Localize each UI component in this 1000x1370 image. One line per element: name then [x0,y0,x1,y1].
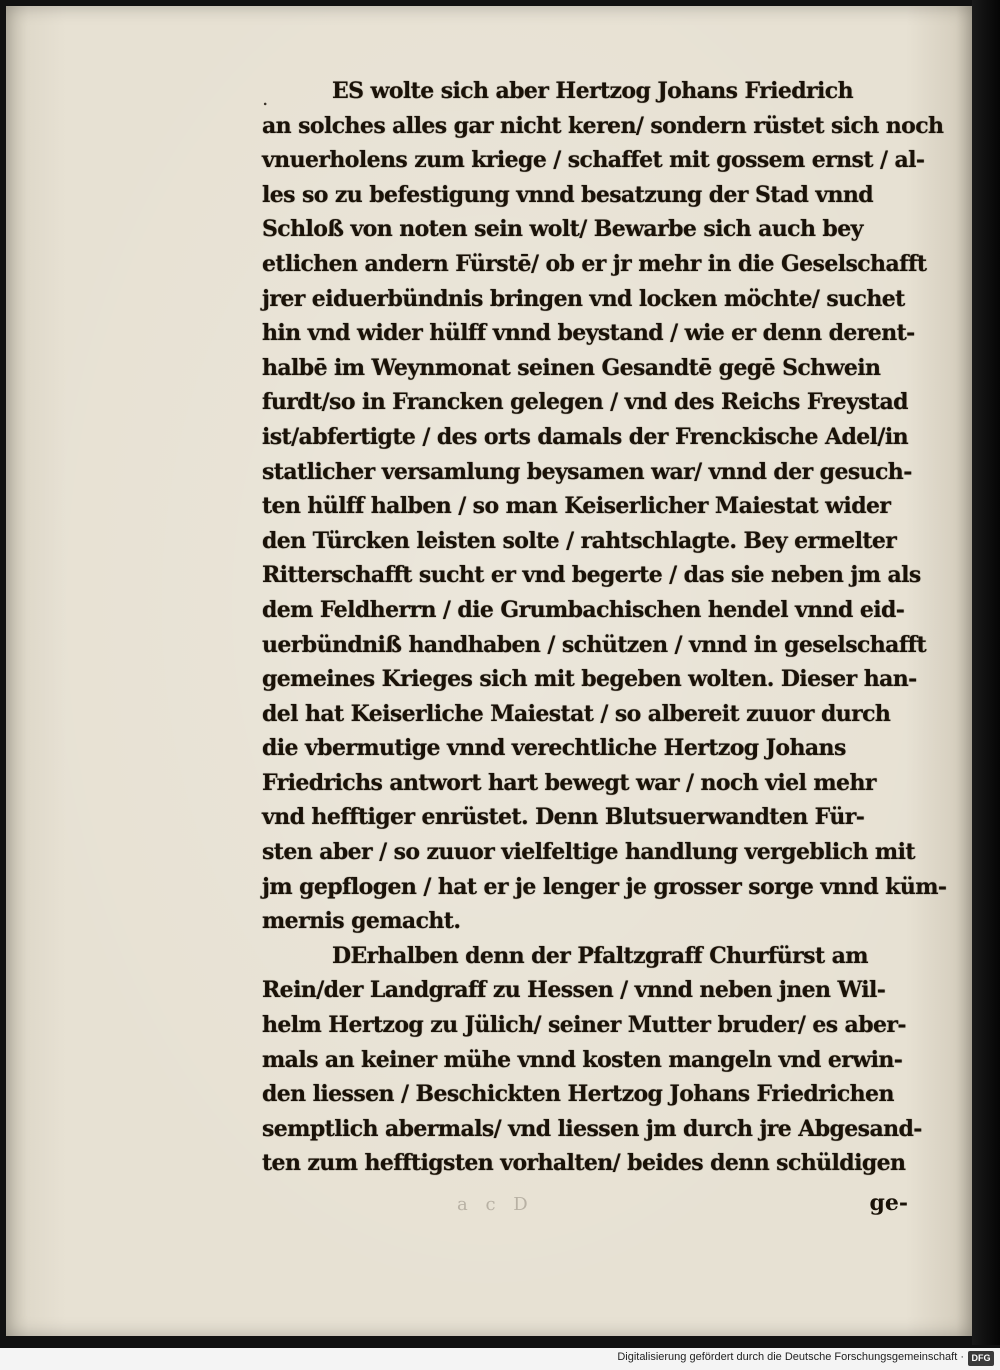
text-line: statlicher versamlung beysamen war/ vnnd der gesuch- [262,458,912,485]
text-line: mernis gemacht. [262,908,461,935]
text-line: semptlich abermals/ vnd liessen jm durch jre Abgesand- [262,1115,922,1142]
text-line: Rein/der Landgraff zu Hessen / vnnd neben jnen Wil- [262,977,886,1004]
text-line: hin vnd wider hülff vnnd beystand / wie er denn derent- [262,320,915,347]
text-line: den liessen / Beschickten Hertzog Johans Friedrichen [262,1081,894,1108]
page-gutter [972,0,1000,1345]
text-line: uerbündniß handhaben / schützen / vnnd in geselschafft [262,631,927,658]
text-line: sten aber / so zuuor vielfeltige handlung vergeblich mit [262,839,915,866]
dfg-logo-icon: DFG [968,1351,994,1366]
text-line: gemeines Krieges sich mit begeben wolten. Dieser han- [262,666,917,693]
text-line: vnd hefftiger enrüstet. Denn Blutsuerwandten Für- [262,804,865,831]
funding-credit: Digitalisierung gefördert durch die Deutsche Forschungsgemeinschaft · [617,1351,964,1363]
text-line: den Türcken leisten solte / rahtschlagte. Bey ermelter [262,527,897,554]
text-line: jrer eiduerbündnis bringen vnd locken möchte/ suchet [262,285,905,312]
text-line: die vbermutige vnnd verechtliche Hertzog Johans [262,735,846,762]
text-line: DErhalben denn der Pfaltzgraff Churfürst am [332,942,868,969]
text-line: ES wolte sich aber Hertzog Johans Friedrich [332,78,853,104]
text-line: etlichen andern Fürstē/ ob er jr mehr in die Geselschafft [262,250,927,277]
page-text [262,74,947,1181]
text-line: ten zum hefftigsten vorhalten/ beides denn schüldigen [262,1150,906,1177]
text-line: helm Hertzog zu Jülich/ seiner Mutter bruder/ es aber- [262,1012,906,1039]
text-line: jm gepflogen / hat er je lenger je grosser sorge vnnd küm- [262,873,947,900]
signature-mark: a c D [457,1194,534,1215]
text-line: ist/abfertigte / des orts damals der Frenckische Adel/in [262,423,908,450]
text-line: Schloß von noten sein wolt/ Bewarbe sich auch bey [262,216,863,243]
text-line: furdt/so in Francken gelegen / vnd des Reichs Freystad [262,389,908,416]
margin-mark: . [262,86,269,110]
text-line: mals an keiner mühe vnnd kosten mangeln vnd erwin- [262,1046,903,1073]
text-line: an solches alles gar nicht keren/ sondern rüstet sich noch [262,112,944,139]
catchword: ge- [869,1190,908,1216]
text-line: vnuerholens zum kriege / schaffet mit gossem ernst / al- [262,147,925,174]
page-foot [262,1188,912,1222]
digitization-footer [0,1348,1000,1370]
text-line: halbē im Weynmonat seinen Gesandtē gegē Schwein [262,354,881,381]
text-line: Friedrichs antwort hart bewegt war / noch viel mehr [262,769,876,796]
text-line: dem Feldherrn / die Grumbachischen hendel vnnd eid- [262,596,905,623]
text-line: ten hülff halben / so man Keiserlicher Maiestat wider [262,493,891,520]
text-line: del hat Keiserliche Maiestat / so albereit zuuor durch [262,700,891,727]
text-line: les so zu befestigung vnnd besatzung der Stad vnnd [262,181,874,208]
text-line: Ritterschafft sucht er vnd begerte / das sie neben jm als [262,562,921,589]
